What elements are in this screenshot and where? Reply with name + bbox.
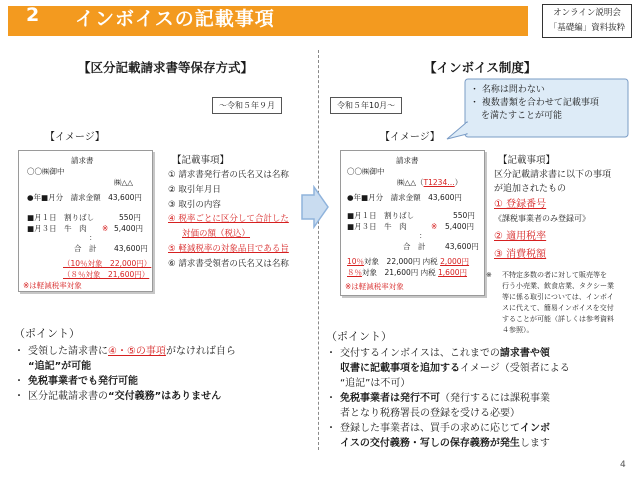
right-items (494, 168, 611, 262)
added-item-3: ③ 消費税額 (494, 249, 547, 260)
page-title: インボイスの記載事項 (75, 8, 275, 30)
invoice-row-1-amount: 550円 (453, 211, 475, 220)
right-point-1-cont2: “追記”は不可） (340, 378, 411, 389)
invoice-row-1: ■月１日 割りばし (27, 213, 95, 222)
item-3: ③ 取引の内容 (168, 199, 221, 210)
left-points (14, 344, 314, 404)
invoice-heading: 請求書 (396, 156, 419, 165)
items-intro-1: 区分記載請求書に以下の事項 (494, 170, 612, 180)
brand-line-2: 「基礎編」資料抜粋 (548, 23, 626, 33)
right-note (486, 270, 614, 336)
left-point-3: ・ 区分記載請求書の“交付義務”はありません (14, 391, 222, 402)
invoice-date-row: ●年■月分 請求金額 43,600円 (27, 193, 142, 202)
right-point-2: ・ 免税事業者は発行不可（発行するには課税事業 (326, 393, 550, 404)
item-4: ④ 税率ごとに区分して合計した (168, 214, 289, 225)
right-point-2-cont: 者となり税務署長の登録を受ける必要） (340, 408, 520, 419)
items-intro-2: が追加されたもの (494, 184, 567, 194)
item-1: ① 請求書発行者の氏名又は名称 (168, 170, 289, 180)
note-line-1: 不特定多数の者に対して販売等を (502, 271, 607, 279)
right-image-label: 【イメージ】 (380, 132, 440, 143)
left-image-label: 【イメージ】 (45, 132, 105, 143)
invoice-heading: 請求書 (71, 156, 94, 165)
invoice-issuer: ㈱△△ (114, 178, 134, 187)
left-point-2: ・ 免税事業者でも発行可能 (14, 376, 138, 387)
added-item-1: ① 登録番号 (494, 199, 547, 210)
note-line-5: することが可能（詳しくは参考資料 (502, 315, 614, 323)
right-section-title: 【インボイス制度】 (424, 60, 537, 75)
invoice-total-label: 合 計 (74, 244, 97, 253)
invoice-total-label: 合 計 (403, 242, 426, 251)
right-invoice-image (340, 150, 485, 296)
invoice-recipient: 〇〇㈱御中 (347, 167, 385, 176)
brand-box (542, 4, 632, 38)
right-period-label: 令和５年10月～ (330, 97, 402, 114)
invoice-breakdown-10: 10％対象 22,000円 内税 2,000円 (347, 257, 470, 266)
page-number: 4 (620, 460, 626, 470)
note-mark: ※ (486, 271, 492, 279)
right-points-title: （ポイント） (326, 330, 392, 343)
right-point-3: ・ 登録した事業者は、買手の求めに応じてインボ (326, 423, 550, 434)
invoice-recipient: 〇〇㈱御中 (27, 167, 65, 176)
reduced-rate-mark: ※ (431, 222, 438, 231)
item-2: ② 取引年月日 (168, 184, 221, 195)
invoice-row-2-amount: 5,400円 (114, 224, 143, 233)
callout-line-1: ・ 名称は問わない (470, 85, 545, 95)
invoice-row-2-amount: 5,400円 (445, 222, 474, 231)
invoice-breakdown-8: ８％対象 21,600円 内税 1,600円 (347, 268, 468, 277)
callout-line-2: ・ 複数書類を合わせて記載事項 (470, 98, 599, 108)
right-items-title: 【記載事項】 (498, 155, 556, 166)
invoice-footnote: ※は軽減税率対象 (345, 282, 404, 291)
invoice-breakdown-8: （８％対象 21,600円） (63, 270, 150, 279)
added-item-1-note: 《課税事業者のみ登録可》 (494, 214, 590, 223)
left-period-label: ～令和５年９月 (212, 97, 282, 114)
note-line-2: 行う小売業、飲食店業、タクシー業 (502, 282, 614, 290)
invoice-dots: ： (419, 231, 427, 240)
item-6: ⑥ 請求書受領者の氏名又は名称 (168, 258, 289, 269)
invoice-row-2: ■月３日 牛 肉 (347, 222, 407, 231)
invoice-row-1: ■月１日 割りばし (347, 211, 415, 220)
callout-line-3: を満たすことが可能 (481, 111, 563, 121)
column-divider (318, 50, 319, 450)
invoice-date-row: ●年■月分 請求金額 43,600円 (347, 193, 462, 202)
left-items-list (168, 168, 289, 272)
right-points (326, 346, 631, 451)
invoice-issuer: ㈱△△（T1234…） (397, 178, 463, 187)
right-point-1-cont: 収書に記載事項を追加するイメージ（受領者による (340, 363, 570, 374)
right-point-1: ・ 交付するインボイスは、これまでの請求書や領 (326, 348, 550, 359)
arrow-icon (300, 185, 330, 229)
callout-text (470, 84, 599, 123)
note-line-3: 等に係る取引については、インボイ (502, 293, 614, 301)
left-point-1-cont: “追記”が可能 (28, 361, 92, 372)
item-5: ⑤ 軽減税率の対象品目である旨 (168, 243, 289, 254)
item-4-cont: 対価の額（税込） (182, 229, 251, 240)
added-item-2: ② 適用税率 (494, 231, 547, 242)
registration-number: T1234… (423, 178, 455, 187)
note-line-6: ４参照）。 (502, 326, 534, 334)
left-point-1: ・ 受領した請求書に④・⑤の事項がなければ自ら (14, 346, 236, 357)
invoice-breakdown-10: （10％対象 22,000円） (63, 259, 152, 268)
invoice-total-value: 43,600円 (114, 244, 148, 253)
section-number: 2 (26, 4, 40, 26)
brand-line-1: オンライン説明会 (553, 8, 621, 18)
invoice-row-2: ■月３日 牛 肉 (27, 224, 87, 233)
left-items-title: 【記載事項】 (172, 155, 230, 166)
note-line-4: スに代えて、簡易インボイスを交付 (502, 304, 614, 312)
reduced-rate-mark: ※ (102, 224, 109, 233)
invoice-total-value: 43,600円 (445, 242, 479, 251)
invoice-footnote: ※は軽減税率対象 (23, 281, 82, 290)
invoice-row-1-amount: 550円 (119, 213, 141, 222)
right-point-3-cont: イスの交付義務・写しの保存義務が発生します (340, 438, 550, 449)
invoice-dots: ： (89, 233, 97, 242)
left-invoice-image (18, 150, 153, 292)
left-section-title: 【区分記載請求書等保存方式】 (78, 60, 254, 75)
left-points-title: （ポイント） (14, 327, 80, 340)
